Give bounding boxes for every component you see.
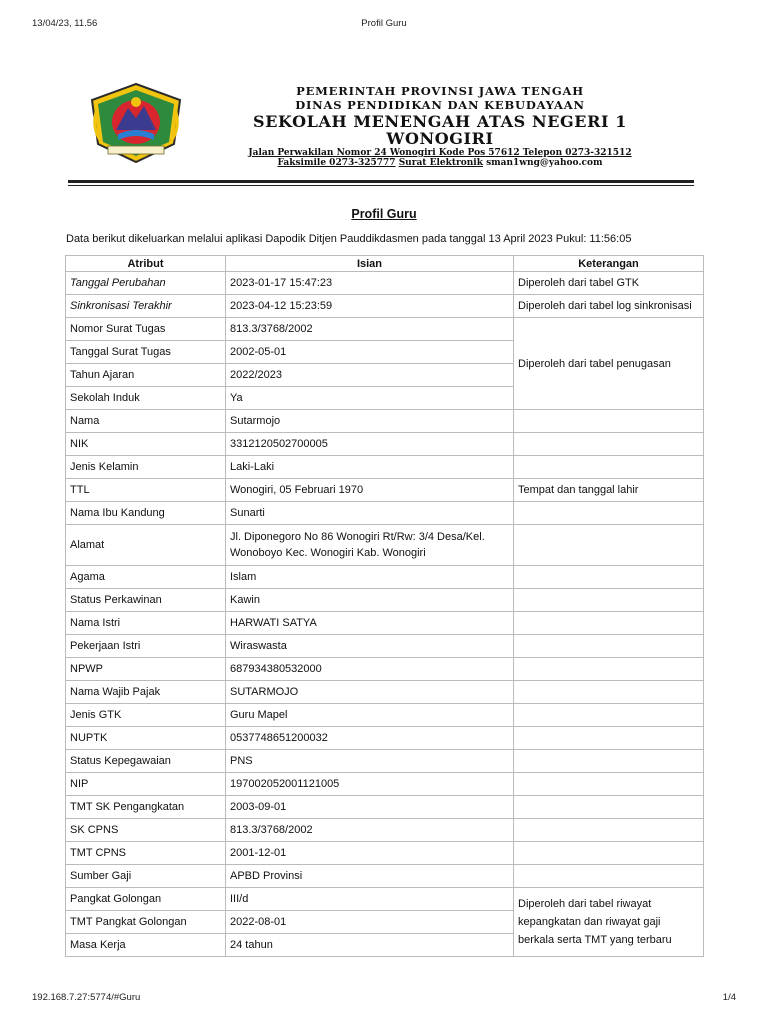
row-isian: Guru Mapel [226,704,514,727]
letterhead-address: Jalan Perwakilan Nomor 24 Wonogiri Kode Pos 57612 Telepon 0273-321512 [248,148,632,158]
table-row [66,295,704,318]
table-row [66,566,704,589]
row-atribut: NIP [66,773,226,796]
row-isian: 687934380532000 [226,658,514,681]
row-isian: HARWATI SATYA [226,612,514,635]
row-keterangan [514,865,704,888]
print-url: 192.168.7.27:5774/#Guru [32,992,141,1003]
row-keterangan [514,727,704,750]
print-datetime: 13/04/23, 11.56 [32,18,98,29]
row-atribut: Tanggal Surat Tugas [66,341,226,364]
table-row [66,479,704,502]
row-keterangan [514,456,704,479]
row-isian: 197002052001121005 [226,773,514,796]
row-atribut: Agama [66,566,226,589]
print-page-number: 1/4 [722,992,736,1003]
letterhead-email-label: Surat Elektronik [398,158,483,168]
row-isian: Jl. Diponegoro No 86 Wonogiri Rt/Rw: 3/4 Desa/Kel. Wonoboyo Kec. Wonogiri Kab. Wonogiri [226,525,514,566]
document-subtitle: Data berikut dikeluarkan melalui aplikasi Dapodik Ditjen Pauddikdasmen pada tanggal 13 April 2023 Pukul: 11:56:05 [66,233,632,245]
row-atribut: Masa Kerja [66,934,226,957]
row-atribut: Sekolah Induk [66,387,226,410]
table-row [66,433,704,456]
row-atribut: Pangkat Golongan [66,888,226,911]
row-isian: Sutarmojo [226,410,514,433]
row-isian: 2022/2023 [226,364,514,387]
row-isian: 2023-04-12 15:23:59 [226,295,514,318]
row-atribut: Sinkronisasi Terakhir [66,295,226,318]
row-keterangan: Tempat dan tanggal lahir [514,479,704,502]
row-isian: 2023-01-17 15:47:23 [226,272,514,295]
row-isian: III/d [226,888,514,911]
table-row [66,589,704,612]
row-keterangan [514,433,704,456]
letterhead-province: PEMERINTAH PROVINSI JAWA TENGAH [296,84,584,98]
table-row [66,456,704,479]
row-isian: Kawin [226,589,514,612]
row-keterangan: Diperoleh dari tabel GTK [514,272,704,295]
row-keterangan: Diperoleh dari tabel riwayat kepangkatan dan riwayat gaji berkala serta TMT yang terbaru [514,888,704,957]
row-atribut: Nama Wajib Pajak [66,681,226,704]
table-row [66,888,704,911]
row-atribut: NIK [66,433,226,456]
row-atribut: NPWP [66,658,226,681]
row-atribut: Nama [66,410,226,433]
row-keterangan [514,750,704,773]
row-keterangan [514,704,704,727]
table-row [66,272,704,295]
row-atribut: TMT Pangkat Golongan [66,911,226,934]
row-atribut: Nama Ibu Kandung [66,502,226,525]
row-atribut: TTL [66,479,226,502]
table-row [66,865,704,888]
profile-table [65,255,704,957]
jawa-tengah-emblem-icon [88,82,184,164]
row-isian: SUTARMOJO [226,681,514,704]
header-isian: Isian [226,256,514,272]
letterhead-school: SEKOLAH MENENGAH ATAS NEGERI 1 [253,112,627,131]
letterhead-contact [200,159,680,168]
row-isian: Ya [226,387,514,410]
row-isian: 24 tahun [226,934,514,957]
row-atribut: Nomor Surat Tugas [66,318,226,341]
row-isian: 2001-12-01 [226,842,514,865]
row-atribut: Status Perkawinan [66,589,226,612]
row-atribut: NUPTK [66,727,226,750]
row-isian: 2002-05-01 [226,341,514,364]
row-atribut: SK CPNS [66,819,226,842]
table-row [66,750,704,773]
row-isian: PNS [226,750,514,773]
row-isian: 813.3/3768/2002 [226,318,514,341]
row-atribut: Jenis Kelamin [66,456,226,479]
table-row [66,796,704,819]
table-row [66,819,704,842]
row-atribut: Sumber Gaji [66,865,226,888]
row-isian: 2003-09-01 [226,796,514,819]
document-title: Profil Guru [351,207,417,221]
row-keterangan [514,796,704,819]
row-keterangan [514,681,704,704]
letterhead-fax: Faksimile 0273-325777 [277,158,396,168]
table-header-row [66,256,704,272]
table-row [66,410,704,433]
row-atribut: TMT CPNS [66,842,226,865]
row-keterangan [514,566,704,589]
letterhead-rule-thin [68,185,694,186]
row-keterangan [514,635,704,658]
row-isian: Sunarti [226,502,514,525]
letterhead [200,86,680,168]
letterhead-city: WONOGIRI [386,129,494,148]
table-row [66,727,704,750]
row-keterangan [514,842,704,865]
table-row [66,658,704,681]
header-keterangan: Keterangan [514,256,704,272]
row-isian: Islam [226,566,514,589]
row-keterangan: Diperoleh dari tabel log sinkronisasi [514,295,704,318]
row-isian: Wiraswasta [226,635,514,658]
row-isian: 2022-08-01 [226,911,514,934]
table-row [66,318,704,341]
letterhead-rule-thick [68,180,694,183]
row-keterangan [514,819,704,842]
row-atribut: TMT SK Pengangkatan [66,796,226,819]
table-row [66,502,704,525]
row-isian: Wonogiri, 05 Februari 1970 [226,479,514,502]
header-atribut: Atribut [66,256,226,272]
table-row [66,635,704,658]
table-row [66,681,704,704]
row-keterangan: Diperoleh dari tabel penugasan [514,318,704,410]
row-isian: 813.3/3768/2002 [226,819,514,842]
row-keterangan [514,525,704,566]
row-isian: Laki-Laki [226,456,514,479]
row-keterangan [514,410,704,433]
row-isian: 3312120502700005 [226,433,514,456]
row-atribut: Tanggal Perubahan [66,272,226,295]
row-keterangan [514,658,704,681]
row-keterangan [514,612,704,635]
row-atribut: Status Kepegawaian [66,750,226,773]
row-keterangan [514,773,704,796]
table-row [66,612,704,635]
row-keterangan [514,589,704,612]
table-row [66,842,704,865]
row-atribut: Pekerjaan Istri [66,635,226,658]
row-atribut: Tahun Ajaran [66,364,226,387]
row-atribut: Jenis GTK [66,704,226,727]
letterhead-email: sman1wng@yahoo.com [486,158,603,168]
row-keterangan [514,502,704,525]
row-isian: APBD Provinsi [226,865,514,888]
table-row [66,525,704,566]
row-atribut: Alamat [66,525,226,566]
table-row [66,773,704,796]
letterhead-department: DINAS PENDIDIKAN DAN KEBUDAYAAN [295,97,585,112]
row-atribut: Nama Istri [66,612,226,635]
row-isian: 0537748651200032 [226,727,514,750]
table-row [66,704,704,727]
print-page-title: Profil Guru [361,18,407,29]
